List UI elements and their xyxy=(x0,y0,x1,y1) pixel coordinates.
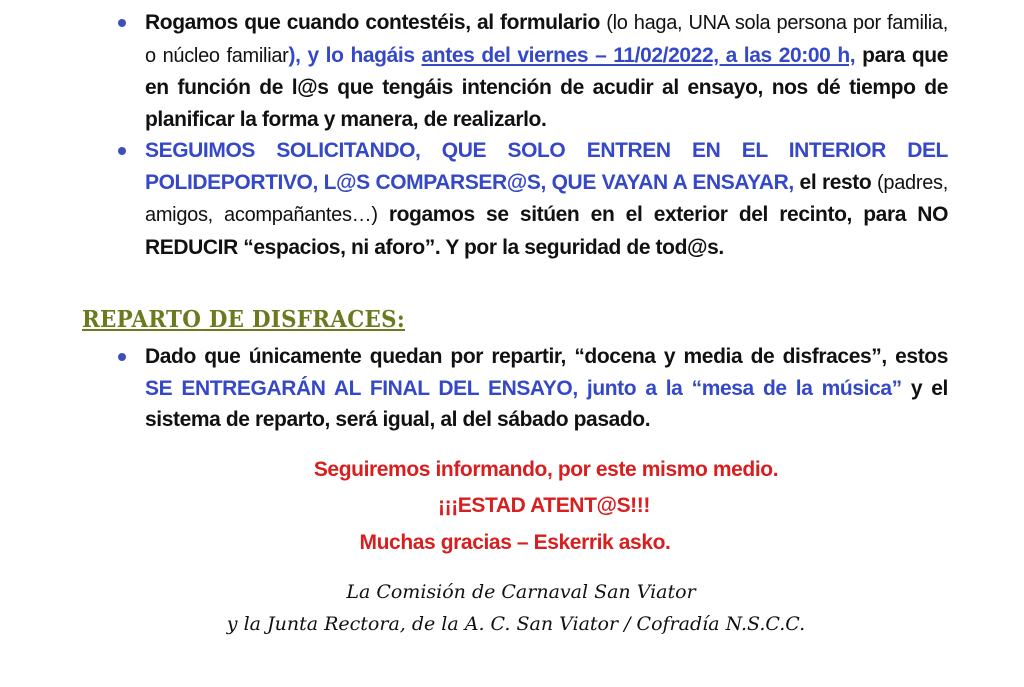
reparto-location: junto a la “mesa de la música” xyxy=(577,376,902,400)
signature-comision: La Comisión de Carnaval San Viator xyxy=(346,581,696,603)
reparto-system: y el sistema de reparto, será igual, al del sábado pasado. xyxy=(145,376,948,431)
closing-line-informando: Seguiremos informando, por este mismo medio. xyxy=(313,458,779,481)
closing-line-atentos: ¡¡¡ESTAD ATENT@S!!! xyxy=(438,494,650,517)
formulario-connector: ), y lo hagáis xyxy=(288,43,422,67)
bullet-polideportivo xyxy=(118,135,948,263)
reparto-intro: Dado que únicamente quedan por repartir, “docena y media de disfraces”, estos xyxy=(145,345,948,368)
outside-request: rogamos se sitúen en el exterior del recinto, para NO REDUCIR “espacios, ni aforo”. Y por la seguridad de tod@s. xyxy=(145,203,948,259)
bullet-formulario xyxy=(118,7,948,135)
formulario-note: (lo haga, UNA sola persona por familia, o núcleo familiar xyxy=(145,12,948,67)
signature-junta: y la Junta Rectora, de la A. C. San Viator / Cofradía N.S.C.C. xyxy=(226,613,806,635)
top-bullet-list xyxy=(118,7,948,263)
closing-line-gracias: Muchas gracias – Eskerrik asko. xyxy=(359,531,671,554)
deadline-date: antes del viernes – 11/02/2022, a las 20:00 h, xyxy=(421,43,856,67)
bullet-dot-icon xyxy=(118,353,126,361)
cut-off-text-fragment xyxy=(150,0,530,2)
polideportivo-request: SEGUIMOS SOLICITANDO, QUE SOLO ENTREN EN EL INTERIOR DEL POLIDEPORTIVO, L@S COMPARSER@S, QUE VAYAN A ENSAYAR, xyxy=(145,139,948,194)
formulario-purpose: para que en función de l@s que tengáis intención de acudir al ensayo, nos dé tiempo de planificar la forma y manera, de realizarlo. xyxy=(145,43,948,131)
bullet-dot-icon xyxy=(118,19,126,27)
formulario-request: Rogamos que cuando contestéis, al formulario xyxy=(145,11,607,34)
companions-note: (padres, amigos, acompañantes…) xyxy=(145,171,948,226)
rest-label: el resto xyxy=(793,170,878,194)
bullet-reparto xyxy=(118,341,948,436)
reparto-bullet-list xyxy=(118,341,948,436)
reparto-delivery: SE ENTREGARÁN AL FINAL DEL ENSAYO, xyxy=(145,376,578,400)
section-heading-reparto: REPARTO DE DISFRACES: xyxy=(82,306,406,333)
bullet-dot-icon xyxy=(118,147,126,155)
